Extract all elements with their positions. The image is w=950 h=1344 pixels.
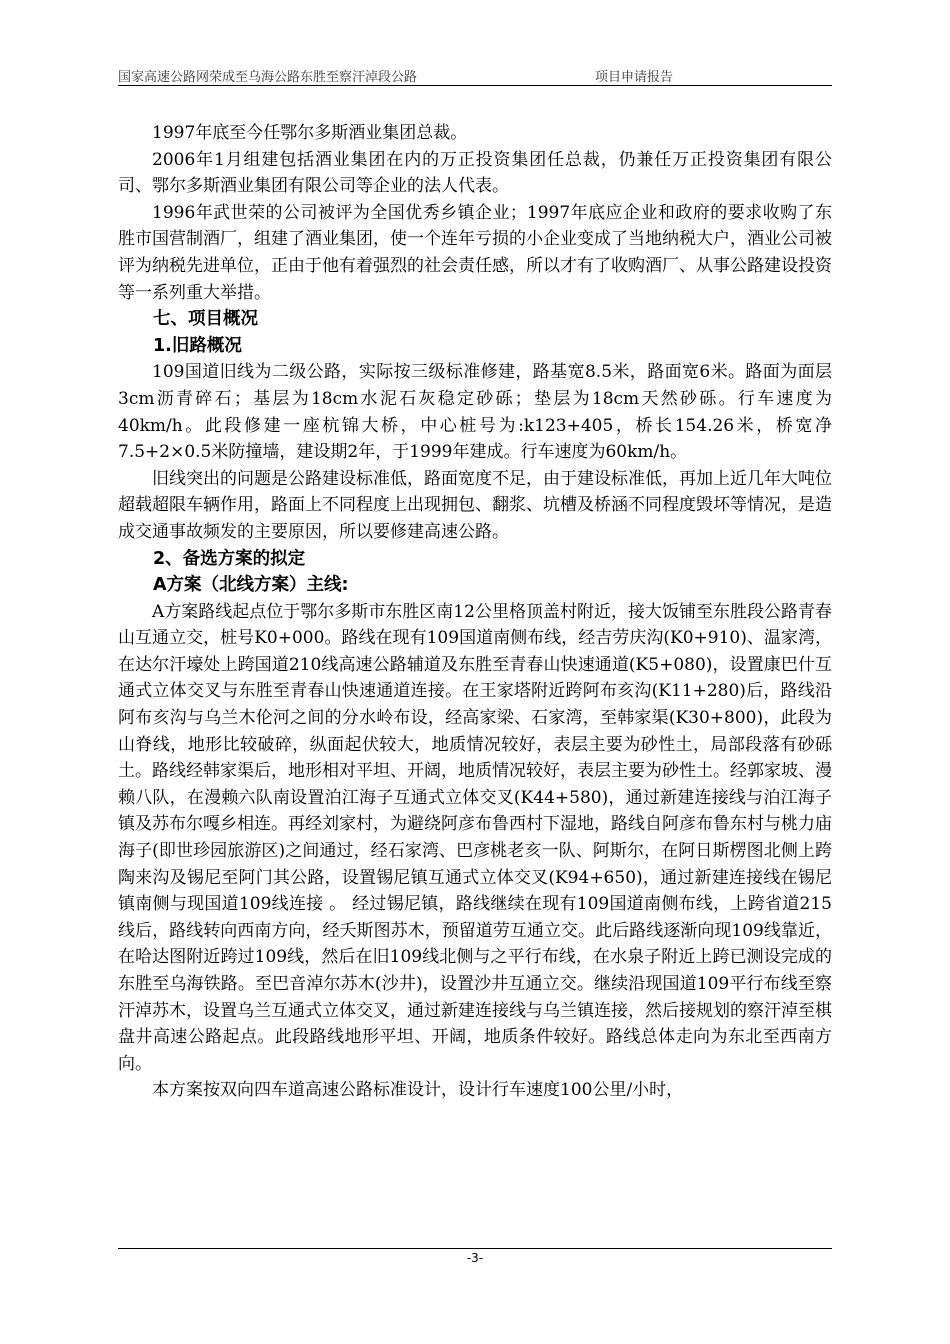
subsection-heading: 2、备选方案的拟定 (153, 548, 306, 569)
paragraph: 109国道旧线为二级公路，实际按三级标准修建，路基宽8.5米，路面宽6米。路面为面层3cm沥青碎石；基层为18cm水泥石灰稳定砂砾；垫层为18cm天然砂砾。行车速度为40km/h。此段修建一座杭锦大桥，中心桩号为:k123+405，桥长154.26米，桥宽净7.5+2×0.5米防撞墙，建设期2年，于1999年建成。行车速度为60km/h。 (118, 362, 832, 463)
paragraph: 旧线突出的问题是公路建设标准低，路面宽度不足，由于建设标准低，再加上近几年大吨位超载超限车辆作用，路面上不同程度上出现拥包、翻浆、坑槽及桥涵不同程度毁坏等情况，是造成交通事故频发的主要原因，所以要修建高速公路。 (118, 468, 832, 542)
page-header (118, 66, 832, 86)
header-divider (118, 85, 832, 86)
paragraph: 1997年底至今任鄂尔多斯酒业集团总裁。 (152, 123, 468, 143)
paragraph: A方案路线起点位于鄂尔多斯市东胜区南12公里格顶盖村附近，接大饭铺至东胜段公路青春山互通立交，桩号K0+000。路线在现有109国道南侧布线，经吉劳庆沟(K0+910)、温家湾，在达尔汗壕处上跨国道210线高速公路辅道及东胜至青春山快速通道(K5+080)，设置康巴什互通式立体交叉与东胜至青春山快速通道连接。在王家塔附近跨阿布亥沟(K11+280)后，路线沿阿布亥沟与乌兰木伦河之间的分水岭布设，经高家梁、石家湾，至韩家渠(K30+800)，此段为山脊线，地形比较破碎，纵面起伏较大，地质情况较好，表层主要为砂性土，局部段落有砂砾土。路线经韩家渠后，地形相对平坦、开阔，地质情况较好，表层主要为砂性土。经郭家坡、漫赖八队，在漫赖六队南设置泊江海子互通式立体交叉(K44+580)，通过新建连接线与泊江海子镇及苏布尔嘎乡相连。再经刘家村，为避绕阿彦布鲁西村下湿地，路线自阿彦布鲁东村与桃力庙海子(即世珍园旅游区)之间通过，经石家湾、巴彦桃老亥一队、阿斯尔，在阿日斯楞图北侧上跨陶来沟及锡尼至阿门其公路，设置锡尼镇互通式立体交叉(K94+650)，通过新建连接线在锡尼镇南侧与现国道109线连接 。 经过锡尼镇，路线继续在现有109国道南侧布线，上跨省道215线后，路线转向西南方向，经夭斯图苏木，预留道劳互通立交。此后路线逐渐向现109线靠近，在哈达图附近跨过109线，然后在旧109线北侧与之平行布线，在水泉子附近上跨已测设完成的东胜至乌海铁路。至巴音淖尔苏木(沙井)，设置沙井互通立交。继续沿现国道109平行布线至察汗淖苏木，设置乌兰互通式立体交叉，通过新建连接线与乌兰镇连接，然后接规划的察汗淖至棋盘井高速公路起点。此段路线地形平坦、开阔，地质条件较好。路线总体走向为东北至西南方向。 (118, 601, 832, 1074)
paragraph: 2006年1月组建包括酒业集团在内的万正投资集团任总裁，仍兼任万正投资集团有限公司、鄂尔多斯酒业集团有限公司等企业的法人代表。 (118, 149, 832, 197)
subsection-heading: 1.旧路概况 (153, 335, 242, 356)
header-project-title: 国家高速公路网荣成至乌海公路东胜至察汗淖段公路 (118, 70, 418, 85)
page-number: -3- (466, 1251, 484, 1265)
section-heading: 七、项目概况 (153, 309, 258, 330)
header-report-type: 项目申请报告 (595, 70, 674, 85)
paragraph: 本方案按双向四车道高速公路标准设计，设计行车速度100公里/小时， (152, 1080, 684, 1101)
subsection-heading: A方案（北线方案）主线: (153, 575, 349, 596)
footer-divider (118, 1248, 832, 1249)
paragraph: 1996年武世荣的公司被评为全国优秀乡镇企业；1997年底应企业和政府的要求收购了东胜市国营制酒厂，组建了酒业集团，使一个连年亏损的小企业变成了当地纳税大户，酒业公司被评为纳税先进单位，正由于他有着强烈的社会责任感，所以才有了收购酒厂、从事公路建设投资等一系列重大举措。 (118, 202, 832, 303)
document-body (118, 120, 832, 1104)
